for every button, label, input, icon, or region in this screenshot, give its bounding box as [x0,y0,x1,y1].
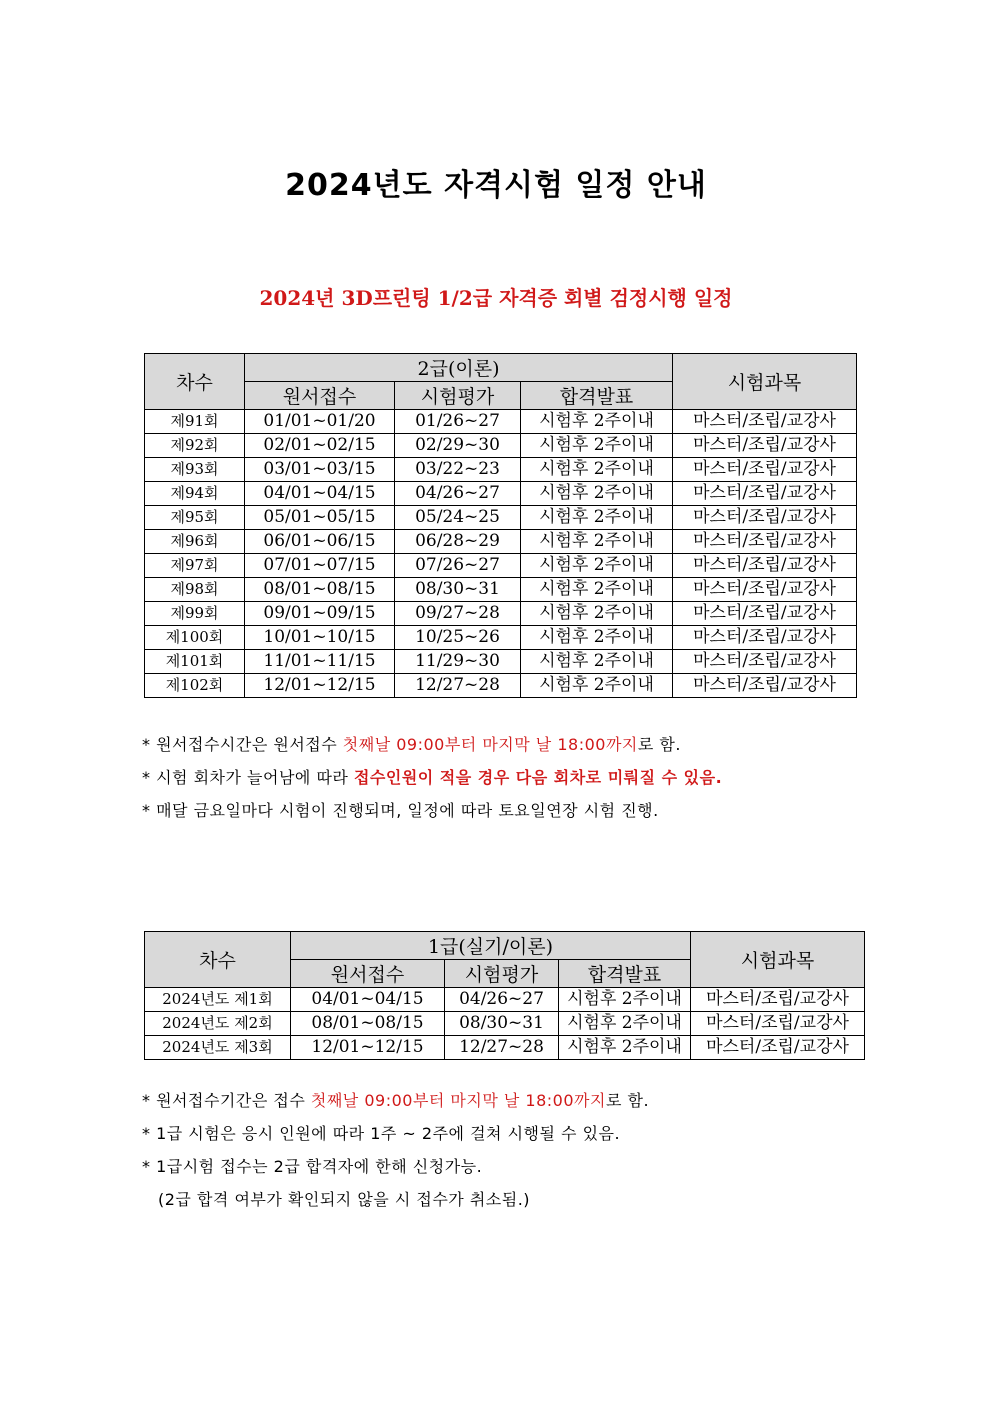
subject-cell: 마스터/조립/교강사 [673,410,857,434]
exam-date-cell: 04/26~27 [395,482,521,506]
table-row [145,578,857,602]
table-row [145,482,857,506]
apply-period-cell: 05/01~05/15 [245,506,395,530]
apply-period-cell: 12/01~12/15 [291,1036,445,1060]
table-row [145,626,857,650]
exam-date-cell: 04/26~27 [445,988,559,1012]
table-row [145,530,857,554]
round-cell: 제94회 [145,482,245,506]
round-cell: 제99회 [145,602,245,626]
round-cell: 제97회 [145,554,245,578]
table-row [145,434,857,458]
header-grade2-theory: 2급(이론) [245,354,673,382]
round-cell: 2024년도 제3회 [145,1036,291,1060]
result-announce-cell: 시험후 2주이내 [521,506,673,530]
header-round: 차수 [145,354,245,410]
apply-period-cell: 11/01~11/15 [245,650,395,674]
exam-date-cell: 03/22~23 [395,458,521,482]
header-exam: 시험평가 [395,382,521,410]
grade2-schedule-table [144,353,857,698]
subject-cell: 마스터/조립/교강사 [673,458,857,482]
apply-period-cell: 01/01~01/20 [245,410,395,434]
grade1-notes [142,1084,649,1216]
note-line: (2급 합격 여부가 확인되지 않을 시 접수가 취소됨.) [158,1190,531,1209]
note-line: * 매달 금요일마다 시험이 진행되며, 일정에 따라 토요일연장 시험 진행. [142,801,659,820]
subject-cell: 마스터/조립/교강사 [673,482,857,506]
round-cell: 제92회 [145,434,245,458]
table-row [145,1012,865,1036]
header-apply: 원서접수 [291,960,445,988]
header-round: 차수 [145,932,291,988]
grade2-notes [142,728,722,827]
result-announce-cell: 시험후 2주이내 [521,674,673,698]
apply-period-cell: 08/01~08/15 [245,578,395,602]
round-cell: 제102회 [145,674,245,698]
exam-date-cell: 10/25~26 [395,626,521,650]
round-cell: 제91회 [145,410,245,434]
exam-date-cell: 07/26~27 [395,554,521,578]
result-announce-cell: 시험후 2주이내 [559,988,691,1012]
subject-cell: 마스터/조립/교강사 [673,578,857,602]
result-announce-cell: 시험후 2주이내 [521,650,673,674]
grade2-table-body [145,410,857,698]
subject-cell: 마스터/조립/교강사 [673,506,857,530]
note-line: * 시험 회차가 늘어남에 따라 접수인원이 적을 경우 다음 회차로 미뤄질 수 있음. [142,768,723,787]
note-line: * 1급시험 접수는 2급 합격자에 한해 신청가능. [142,1157,483,1176]
header-subject: 시험과목 [691,932,865,988]
subject-cell: 마스터/조립/교강사 [673,530,857,554]
header-grade1-practical-theory: 1급(실기/이론) [291,932,691,960]
note-line: * 1급 시험은 응시 인원에 따라 1주 ~ 2주에 걸쳐 시행될 수 있음. [142,1124,621,1143]
table-row [145,410,857,434]
result-announce-cell: 시험후 2주이내 [521,626,673,650]
apply-period-cell: 03/01~03/15 [245,458,395,482]
result-announce-cell: 시험후 2주이내 [559,1012,691,1036]
header-result: 합격발표 [521,382,673,410]
exam-date-cell: 08/30~31 [445,1012,559,1036]
table-row [145,506,857,530]
result-announce-cell: 시험후 2주이내 [521,578,673,602]
result-announce-cell: 시험후 2주이내 [521,434,673,458]
table-row [145,988,865,1012]
exam-date-cell: 01/26~27 [395,410,521,434]
exam-date-cell: 11/29~30 [395,650,521,674]
apply-period-cell: 07/01~07/15 [245,554,395,578]
grade1-table-body [145,988,865,1060]
apply-period-cell: 02/01~02/15 [245,434,395,458]
round-cell: 제95회 [145,506,245,530]
table-row [145,602,857,626]
header-exam: 시험평가 [445,960,559,988]
apply-period-cell: 08/01~08/15 [291,1012,445,1036]
subject-cell: 마스터/조립/교강사 [691,1012,865,1036]
note-line: * 원서접수시간은 원서접수 첫째날 09:00부터 마지막 날 18:00까지로 함. [142,735,681,754]
schedule-subtitle: 2024년 3D프린팅 1/2급 자격증 회별 검정시행 일정 [259,286,733,310]
result-announce-cell: 시험후 2주이내 [521,482,673,506]
exam-date-cell: 09/27~28 [395,602,521,626]
table-row [145,650,857,674]
exam-date-cell: 06/28~29 [395,530,521,554]
table-row [145,554,857,578]
result-announce-cell: 시험후 2주이내 [559,1036,691,1060]
note-line: * 원서접수기간은 접수 첫째날 09:00부터 마지막 날 18:00까지로 함. [142,1091,650,1110]
result-announce-cell: 시험후 2주이내 [521,410,673,434]
header-result: 합격발표 [559,960,691,988]
round-cell: 제96회 [145,530,245,554]
exam-date-cell: 12/27~28 [445,1036,559,1060]
round-cell: 제101회 [145,650,245,674]
exam-date-cell: 05/24~25 [395,506,521,530]
round-cell: 2024년도 제1회 [145,988,291,1012]
header-subject: 시험과목 [673,354,857,410]
subject-cell: 마스터/조립/교강사 [673,650,857,674]
apply-period-cell: 04/01~04/15 [291,988,445,1012]
round-cell: 제93회 [145,458,245,482]
table-row [145,674,857,698]
apply-period-cell: 09/01~09/15 [245,602,395,626]
apply-period-cell: 04/01~04/15 [245,482,395,506]
result-announce-cell: 시험후 2주이내 [521,554,673,578]
header-apply: 원서접수 [245,382,395,410]
subject-cell: 마스터/조립/교강사 [673,434,857,458]
grade1-schedule-table [144,931,865,1060]
result-announce-cell: 시험후 2주이내 [521,458,673,482]
result-announce-cell: 시험후 2주이내 [521,602,673,626]
round-cell: 2024년도 제2회 [145,1012,291,1036]
exam-date-cell: 12/27~28 [395,674,521,698]
subject-cell: 마스터/조립/교강사 [691,1036,865,1060]
apply-period-cell: 12/01~12/15 [245,674,395,698]
table-row [145,1036,865,1060]
exam-date-cell: 02/29~30 [395,434,521,458]
apply-period-cell: 06/01~06/15 [245,530,395,554]
result-announce-cell: 시험후 2주이내 [521,530,673,554]
subject-cell: 마스터/조립/교강사 [673,626,857,650]
subject-cell: 마스터/조립/교강사 [691,988,865,1012]
round-cell: 제100회 [145,626,245,650]
subject-cell: 마스터/조립/교강사 [673,602,857,626]
page-title: 2024년도 자격시험 일정 안내 [285,168,707,203]
apply-period-cell: 10/01~10/15 [245,626,395,650]
subject-cell: 마스터/조립/교강사 [673,554,857,578]
exam-date-cell: 08/30~31 [395,578,521,602]
table-row [145,458,857,482]
round-cell: 제98회 [145,578,245,602]
subject-cell: 마스터/조립/교강사 [673,674,857,698]
